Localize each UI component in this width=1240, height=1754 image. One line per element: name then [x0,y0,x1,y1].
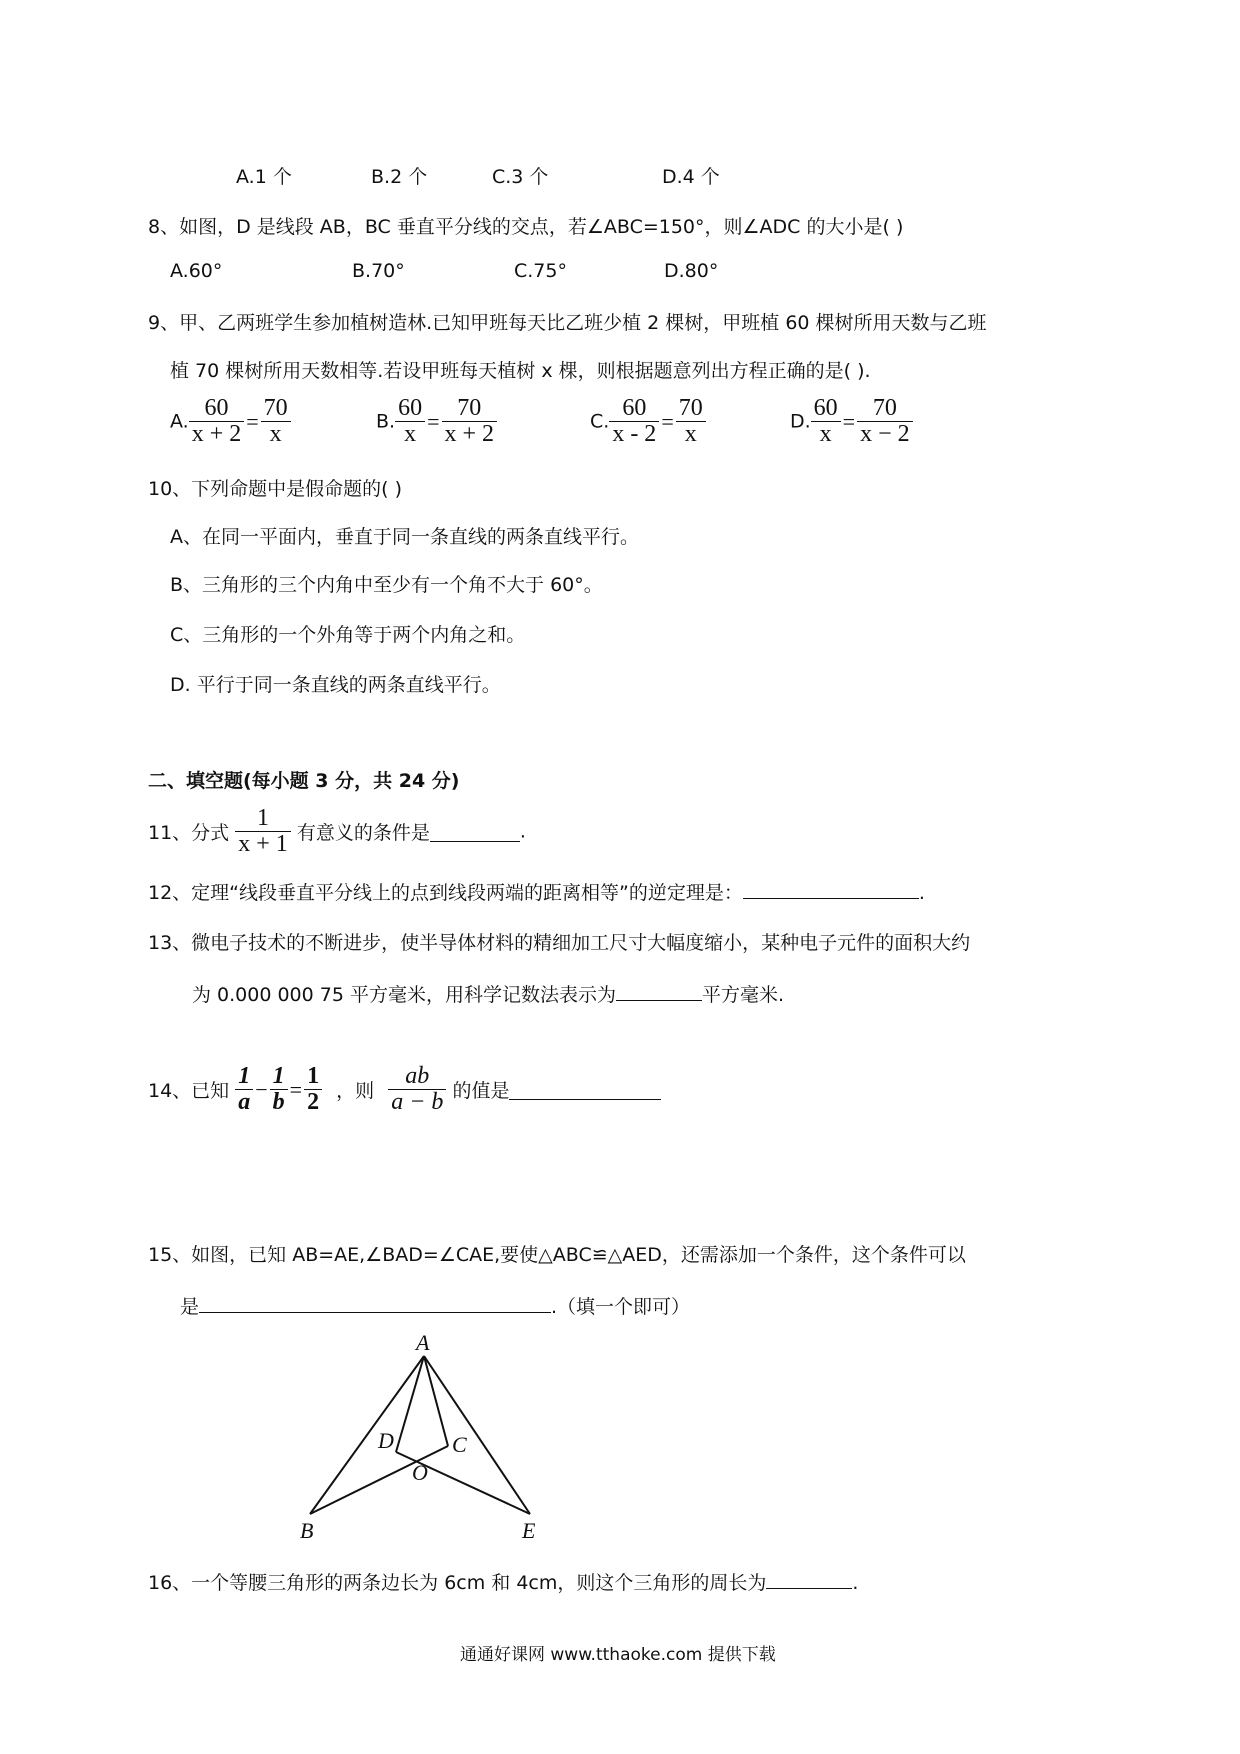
q10-option-d: D. 平行于同一条直线的两条直线平行。 [170,674,501,696]
q7-option-b: B.2 个 [371,166,428,188]
q8-option-c: C.75° [514,260,567,282]
q9-option-a: A. $\frac{60}{x + 2}$ = $\frac{70}{x}$ [170,396,291,447]
q7-option-a: A.1 个 [236,166,292,188]
q13-answer-blank[interactable] [616,980,702,1001]
label-d: D [378,1428,394,1453]
question-10-text: 10、下列命题中是假命题的( ) [148,478,403,500]
q9-option-b: B. $\frac{60}{x}$ = $\frac{70}{x + 2}$ [376,396,497,447]
question-9-line-2: 植 70 棵树所用天数相等.若设甲班每天植树 x 棵，则根据题意列出方程正确的是( ). [170,360,871,382]
question-11: 11、分式 $\frac{1}{x + 1}$ 有意义的条件是 . [148,805,526,858]
question-15-line-1: 15、如图，已知 AB=AE,∠BAD=∠CAE,要使△ABC≌△AED，还需添加一个条件，这个条件可以 [148,1244,966,1266]
question-13-line-2: 为 0.000 000 75 平方毫米，用科学记数法表示为 平方毫米. [192,980,784,1007]
q10-option-b: B、三角形的三个内角中至少有一个角不大于 60°。 [170,574,603,596]
question-8-text: 8、如图，D 是线段 AB，BC 垂直平分线的交点，若∠ABC=150°，则∠ADC 的大小是( ) [148,216,904,238]
q10-option-a: A、在同一平面内，垂直于同一条直线的两条直线平行。 [170,526,639,548]
q16-answer-blank[interactable] [766,1568,852,1589]
q12-answer-blank[interactable] [743,878,919,899]
question-13-line-1: 13、微电子技术的不断进步，使半导体材料的精细加工尺寸大幅度缩小，某种电子元件的面积大约 [148,932,971,954]
question-14: 14、已知 $\frac{1}{a}$ − $\frac{1}{b}$ = $\frac{1}{2}$ ，则 $\frac{ab}{a - b}$ 的值是 [148,1064,661,1115]
q7-option-d: D.4 个 [662,166,720,188]
section-2-title: 二、填空题(每小题 3 分，共 24 分) [148,770,460,792]
question-9-line-1: 9、甲、乙两班学生参加植树造林.已知甲班每天比乙班少植 2 棵树，甲班植 60 棵树所用天数与乙班 [148,312,987,334]
q14-answer-blank[interactable] [509,1079,661,1100]
q15-answer-blank[interactable] [199,1292,551,1313]
q8-option-d: D.80° [664,260,719,282]
question-12: 12、定理“线段垂直平分线上的点到线段两端的距离相等”的逆定理是： . [148,878,925,905]
line-ac [424,1356,448,1446]
q7-option-c: C.3 个 [492,166,549,188]
q8-option-a: A.60° [170,260,223,282]
q10-option-c: C、三角形的一个外角等于两个内角之和。 [170,624,526,646]
label-b: B [300,1518,314,1543]
label-o: O [412,1460,428,1485]
label-c: C [452,1432,467,1457]
q11-answer-blank[interactable] [430,821,520,842]
label-a: A [416,1334,430,1355]
question-16: 16、一个等腰三角形的两条边长为 6cm 和 4cm，则这个三角形的周长为 . [148,1568,858,1595]
q8-option-b: B.70° [352,260,405,282]
q9-option-c: C. $\frac{60}{x - 2}$ = $\frac{70}{x}$ [590,396,706,447]
footer-text: 通通好课网 www.tthaoke.com 提供下载 [460,1645,776,1665]
line-ab [310,1356,424,1514]
q9-option-d: D. $\frac{60}{x}$ = $\frac{70}{x - 2}$ [790,396,913,447]
question-15-line-2: 是 .（填一个即可） [180,1292,690,1319]
line-ad [396,1356,424,1452]
label-e: E [522,1518,536,1543]
q15-triangle-figure [300,1334,560,1554]
q11-fraction: $\frac{1}{x + 1}$ [235,806,291,857]
